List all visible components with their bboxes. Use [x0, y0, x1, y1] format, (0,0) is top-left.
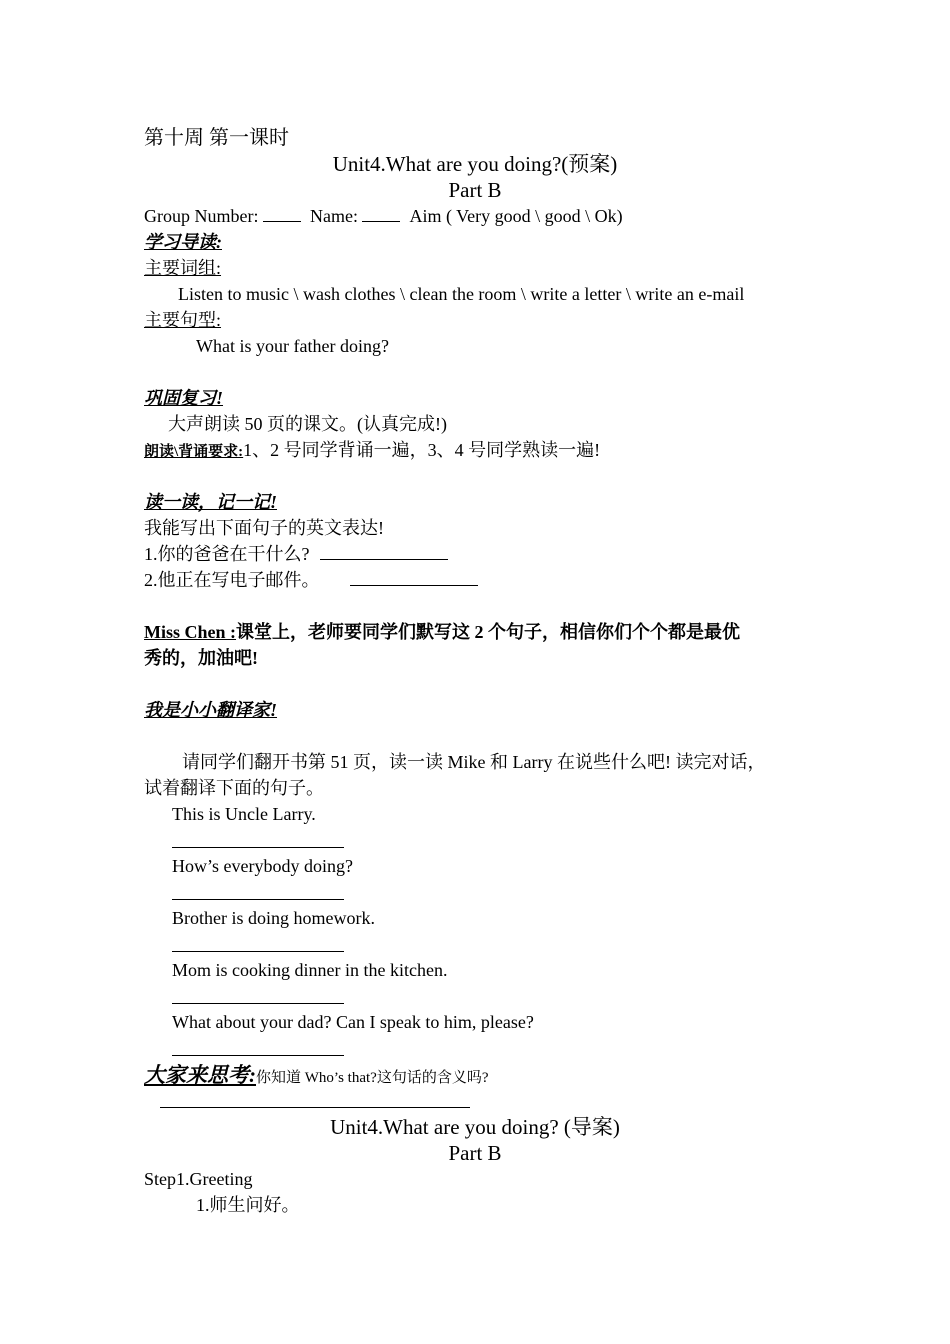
translate-intro-2: 试着翻译下面的句子。	[144, 778, 324, 798]
part-label: Part B	[448, 178, 502, 202]
phrases-label: 主要词组:	[144, 258, 222, 278]
read-intro: 我能写出下面句子的英文表达!	[144, 518, 384, 538]
think-question: 你知道 Who’s that?这句话的含义吗?	[256, 1070, 489, 1086]
review-requirement	[144, 437, 600, 465]
teacher-note-line-2: 秀的，加油吧!	[144, 648, 258, 668]
phrases-text: Listen to music \ wash clothes \ clean the room \ write a letter \ write an e-mail	[178, 284, 745, 304]
preview-title: Unit4.What are you doing?(预案)	[332, 152, 618, 176]
translate-intro-1: 请同学们翻开书第 51 页，读一读 Mike 和 Larry 在说些什么吧! 读完对话，	[182, 752, 766, 772]
translate-blank-4[interactable]	[172, 1003, 344, 1004]
read-heading: 读一读，记一记!	[144, 492, 278, 512]
name-label: Name:	[309, 206, 358, 226]
question-2-text: 2.他正在写电子邮件。	[144, 570, 320, 590]
translate-sentence-5: What about your dad? Can I speak to him, please?	[172, 1012, 534, 1032]
sentence-text: What is your father doing?	[196, 336, 389, 356]
requirement-text: 1、2 号同学背诵一遍，3、4 号同学熟读一遍!	[243, 440, 601, 460]
answer-blank-2[interactable]	[350, 567, 478, 586]
question-2	[144, 567, 478, 593]
name-blank	[362, 203, 400, 222]
review-task: 大声朗读 50 页的课文。(认真完成!)	[168, 414, 447, 434]
think-heading: 大家来思考:	[144, 1063, 256, 1087]
step1-item: 1.师生问好。	[196, 1195, 300, 1215]
question-1-text: 1.你的爸爸在干什么?	[144, 544, 310, 564]
requirement-label: 朗读\背诵要求:	[144, 444, 244, 460]
guide-heading: 学习导读:	[144, 232, 222, 252]
think-answer-blank[interactable]	[160, 1107, 470, 1108]
translate-blank-3[interactable]	[172, 951, 344, 952]
teacher-note-line-1	[144, 619, 740, 645]
guide-plan-title: Unit4.What are you doing? (导案)	[330, 1115, 620, 1139]
translate-sentence-4: Mom is cooking dinner in the kitchen.	[172, 960, 448, 980]
translate-blank-2[interactable]	[172, 899, 344, 900]
translate-sentence-2: How’s everybody doing?	[172, 856, 353, 876]
group-blank	[263, 203, 301, 222]
translate-blank-1[interactable]	[172, 847, 344, 848]
teacher-name: Miss Chen :	[144, 622, 237, 642]
answer-blank-1[interactable]	[320, 541, 448, 560]
translate-sentence-3: Brother is doing homework.	[172, 908, 375, 928]
group-label: Group Number:	[144, 206, 259, 226]
think-line	[144, 1062, 488, 1091]
aim-label: Aim ( Very good \ good \ Ok)	[409, 206, 623, 226]
guide-plan-part: Part B	[448, 1141, 502, 1165]
translate-sentence-1: This is Uncle Larry.	[172, 804, 316, 824]
week-line: 第十周 第一课时	[144, 127, 289, 149]
step1-label: Step1.Greeting	[144, 1169, 253, 1189]
review-heading: 巩固复习!	[144, 388, 224, 408]
translate-blank-5[interactable]	[172, 1055, 344, 1056]
info-line	[144, 203, 623, 229]
sentences-label: 主要句型:	[144, 310, 222, 330]
translate-heading: 我是小小翻译家!	[144, 700, 278, 720]
question-1	[144, 541, 448, 567]
teacher-note-text-1: 课堂上，老师要同学们默写这 2 个句子，相信你们个个都是最优	[236, 622, 741, 642]
